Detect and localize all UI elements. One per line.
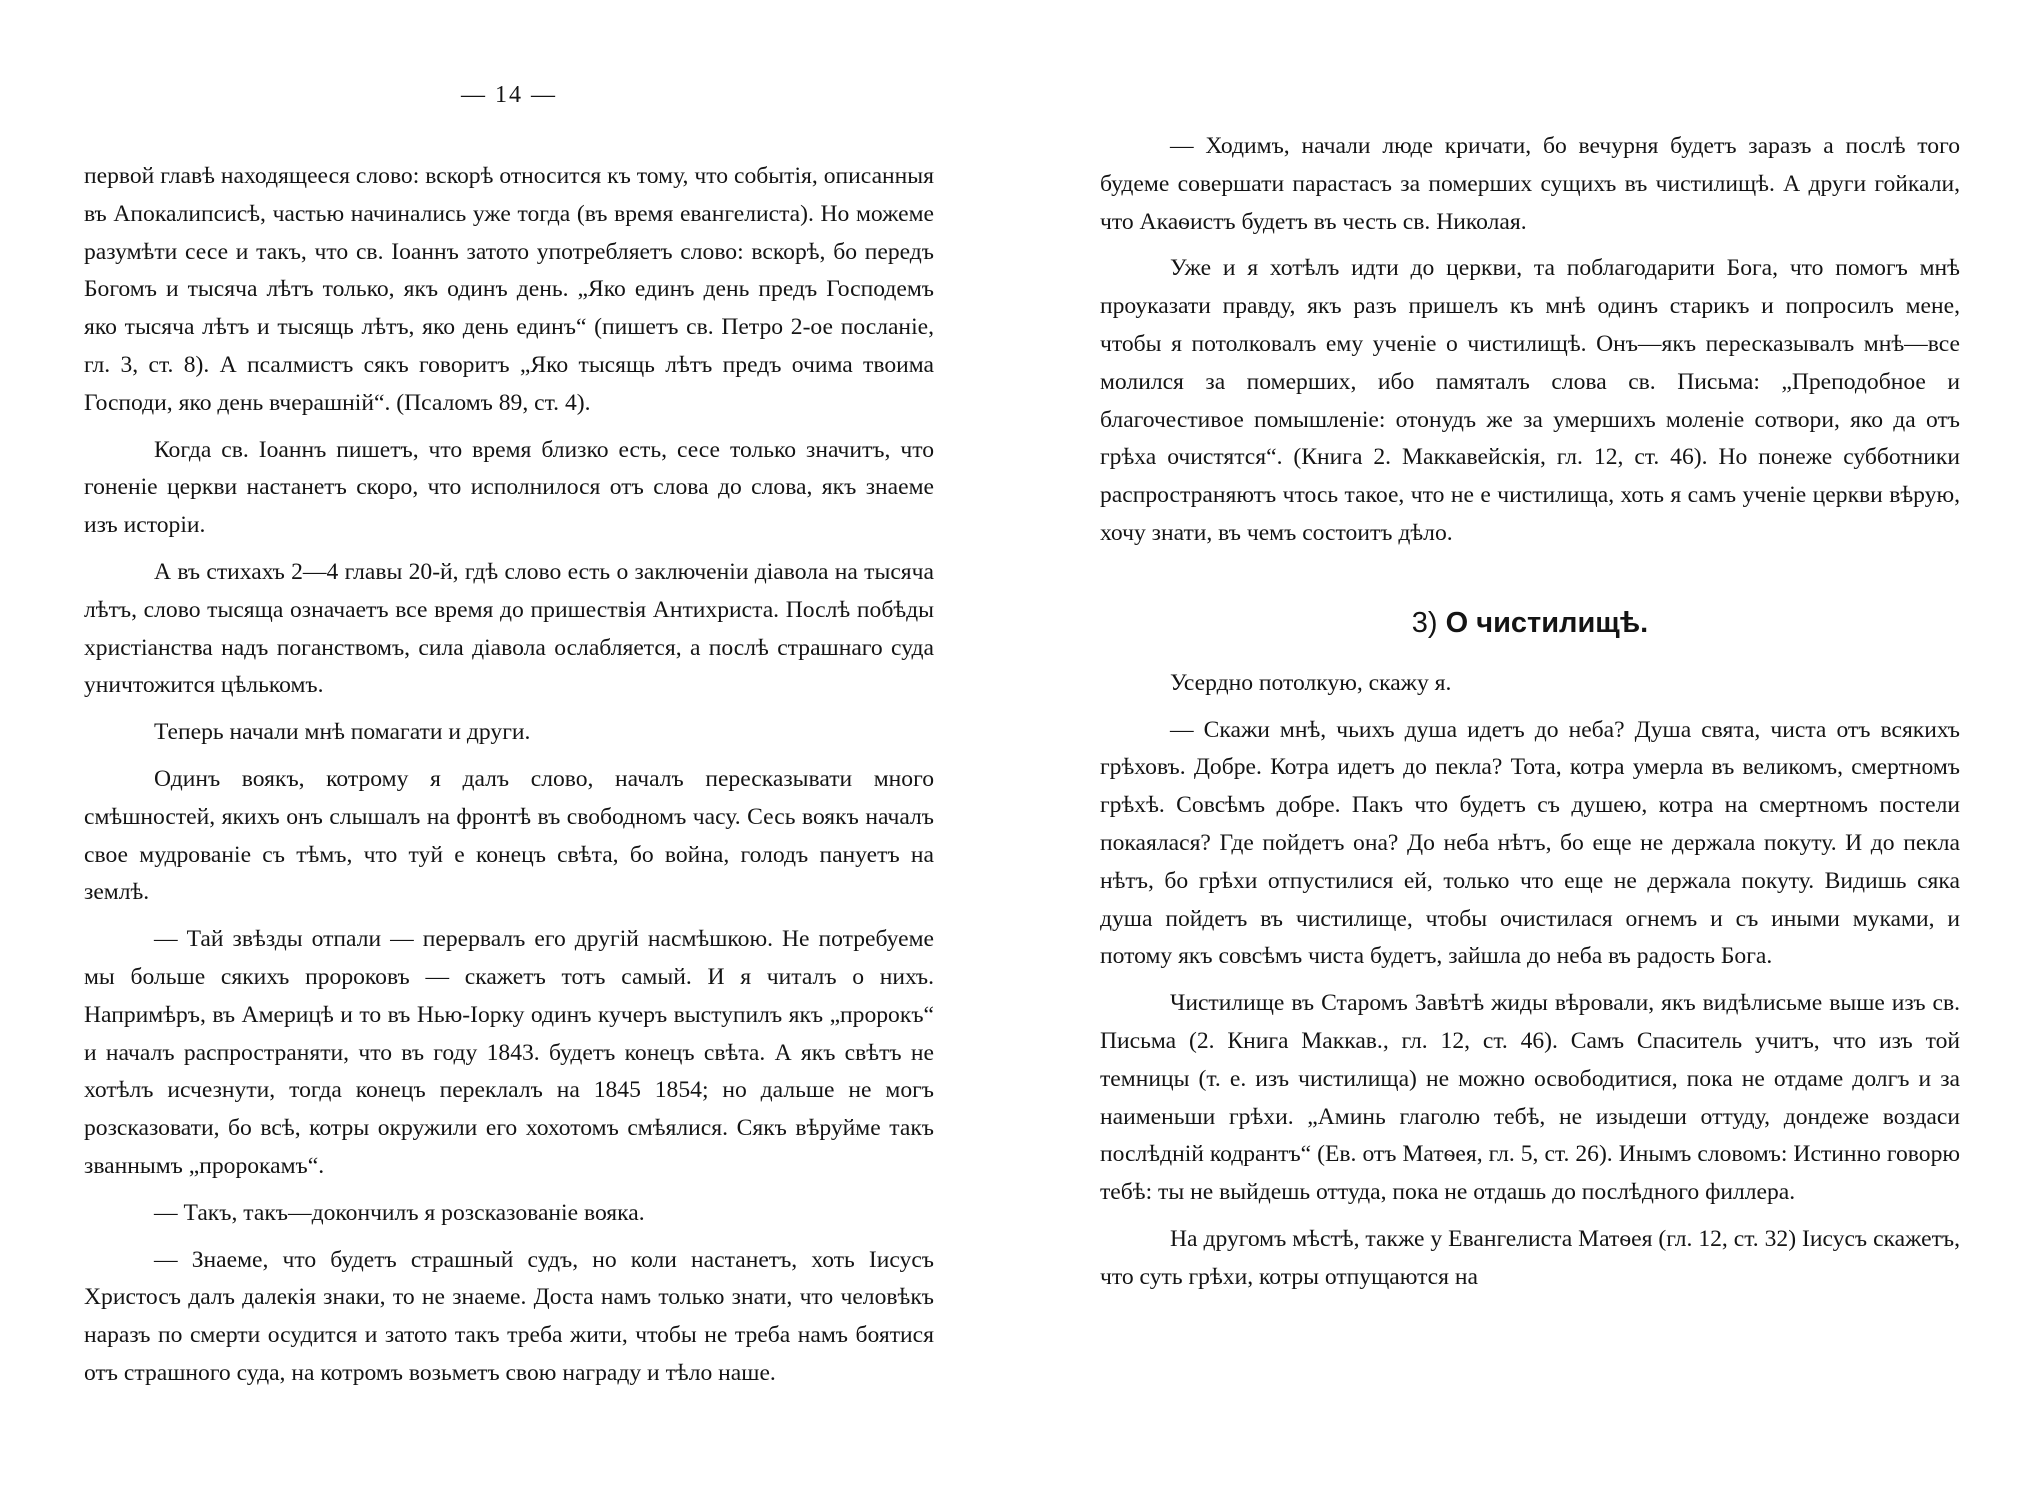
paragraph: — Ходимъ, начали люде кричати, бо вечурня будетъ заразъ а послѣ того будеме совершати парастасъ за померших сущихъ въ чистилищѣ. А други гойкали, что Акаѳистъ будетъ въ честь св. Николая. [1100,133,1960,235]
section-number: 3) [1411,606,1438,639]
right-text-column [1100,128,1960,1306]
section-title: О чистилищѣ. [1445,606,1649,639]
paragraph: первой главѣ находящееся слово: вскорѣ относится къ тому, что событія, описанныя въ Апокалипсисѣ, частью начинались уже тогда (въ время евангелиста). Но можеме разумѣти сесе и такъ, что св. Іоаннъ затото употребляетъ слово: вскорѣ, бо передъ Богомъ и тысяча лѣтъ только, якъ одинъ день. „Яко единъ день предъ Господемъ яко тысяча лѣтъ и тысящь лѣтъ, яко день единъ“ (пишетъ св. Петро 2-ое посланіе, гл. 3, ст. 8). А псалмистъ сякъ говоритъ „Яко тысящь лѣтъ предъ очима твоима Господи, яко день вчерашній“. (Псаломъ 89, ст. 4). [84,163,934,416]
paragraph: Усердно потолкую, скажу я. [1170,669,1452,696]
paragraph: Теперь начали мнѣ помагати и други. [154,719,531,746]
section-heading [1100,603,1960,643]
page-number: — 14 — [461,82,557,108]
paragraph: На другомъ мѣстѣ, также у Евангелиста Матѳея (гл. 12, ст. 32) Іисусъ скажетъ, что суть грѣхи, котры отпущаются на [1100,1225,1960,1290]
paragraph: — Тай звѣзды отпали — перервалъ его другій насмѣшкою. Не потребуеме мы больше сякихъ пророковъ — скажетъ тотъ самый. И я читалъ о нихъ. Напримѣръ, въ Америцѣ и то въ Нью-Іорку одинъ кучеръ выступилъ якъ „пророкъ“ и началъ распространяти, что въ году 1843. будетъ конецъ свѣта. А якъ свѣтъ не хотѣлъ исчезнути, тогда конецъ переклалъ на 1845 1854; но дальше не могъ розсказовати, бо всѣ, котры окружили его хохотомъ смѣялися. Сякъ вѣруйме такъ званнымъ „пророкамъ“. [84,926,934,1179]
paragraph: — Скажи мнѣ, чьихъ душа идетъ до неба? Душа свята, чиста отъ всякихъ грѣховъ. Добре. Котра идетъ до пекла? Тота, котра умерла въ великомъ, смертномъ грѣхѣ. Совсѣмъ добре. Пакъ что будетъ съ душею, котра на смертномъ постели покаялася? Где пойдетъ она? До неба нѣтъ, бо еще не держала покуту. И до пекла нѣтъ, бо грѣхи отпустилися ей, только что еще не держала покуту. Видишь сяка душа пойдетъ въ чистилище, чтобы очистилася огнемъ и съ иными муками, и потому якъ совсѣмъ чиста будетъ, зайшла до неба въ радость Бога. [1100,716,1960,970]
paragraph: Когда св. Іоаннъ пишетъ, что время близко есть, сесе только значитъ, что гоненіе церкви настанетъ скоро, что исполнилося отъ слова до слова, якъ знаеме изъ исторіи. [84,436,934,539]
paragraph: — Знаеме, что будетъ страшный судъ, но коли настанетъ, хоть Іисусъ Христосъ далъ далекія знаки, то не знаеме. Доста намъ только знати, что человѣкъ наразъ по смерти осудится и затото такъ треба жити, чтобы не треба намъ боятися отъ страшного суда, на котромъ возьметъ свою награду и тѣло наше. [84,1246,934,1386]
left-text-column [84,158,934,1402]
paragraph: Уже и я хотѣлъ идти до церкви, та поблагодарити Бога, что помогъ мнѣ проуказати правду, якъ разъ пришелъ къ мнѣ одинъ старикъ и попросилъ мене, чтобы я потолковалъ ему ученіе о чистилищѣ. Онъ—якъ пересказывалъ мнѣ—все молился за померших, ибо памяталъ слова св. Письма: „Преподобное и благочестивое помышленіе: отонудъ же за умершихъ моленіе сотвори, яко да отъ грѣха очистятся“. (Книга 2. Маккавейскія, гл. 12, ст. 46). Но понеже субботники распространяютъ чтось такое, что не е чистилища, хоть я самъ ученіе церкви вѣрую, хочу знати, въ чемъ состоитъ дѣло. [1100,255,1960,546]
right-page [1100,0,1960,1500]
left-page [84,0,934,1500]
paragraph: Одинъ воякъ, котрому я далъ слово, началъ пересказывати много смѣшностей, якихъ онъ слышалъ на фронтѣ въ свободномъ часу. Сесь воякъ началъ свое мудрованіе съ тѣмъ, что туй е конецъ свѣта, бо война, голодъ пануетъ на землѣ. [84,765,934,906]
paragraph: Чистилище въ Старомъ Завѣтѣ жиды вѣровали, якъ видѣлисьме выше изъ св. Письма (2. Книга Маккав., гл. 12, ст. 46). Самъ Спаситель учитъ, что изъ той темницы (т. е. изъ чистилища) не можно освободитися, пока не отдаме долгъ и за наименьши грѣхи. „Аминь глаголю тебѣ, не изыдеши оттуду, дондеже воздаси послѣдній кодрантъ“ (Ев. отъ Матѳея, гл. 5, ст. 26). Инымъ словомъ: Истинно говорю тебѣ: ты не выйдешь оттуда, пока не отдашь до послѣдного филлера. [1100,990,1960,1206]
paragraph: А въ стихахъ 2—4 главы 20-й, гдѣ слово есть о заключеніи діавола на тысяча лѣтъ, слово тысяща означаетъ все время до пришествія Антихриста. Послѣ побѣды христіанства надъ поганствомъ, сила діавола ослабляется, а послѣ страшнаго суда уничтожится цѣлькомъ. [84,558,934,699]
paragraph: — Такъ, такъ—докончилъ я розсказованіе вояка. [154,1199,645,1226]
